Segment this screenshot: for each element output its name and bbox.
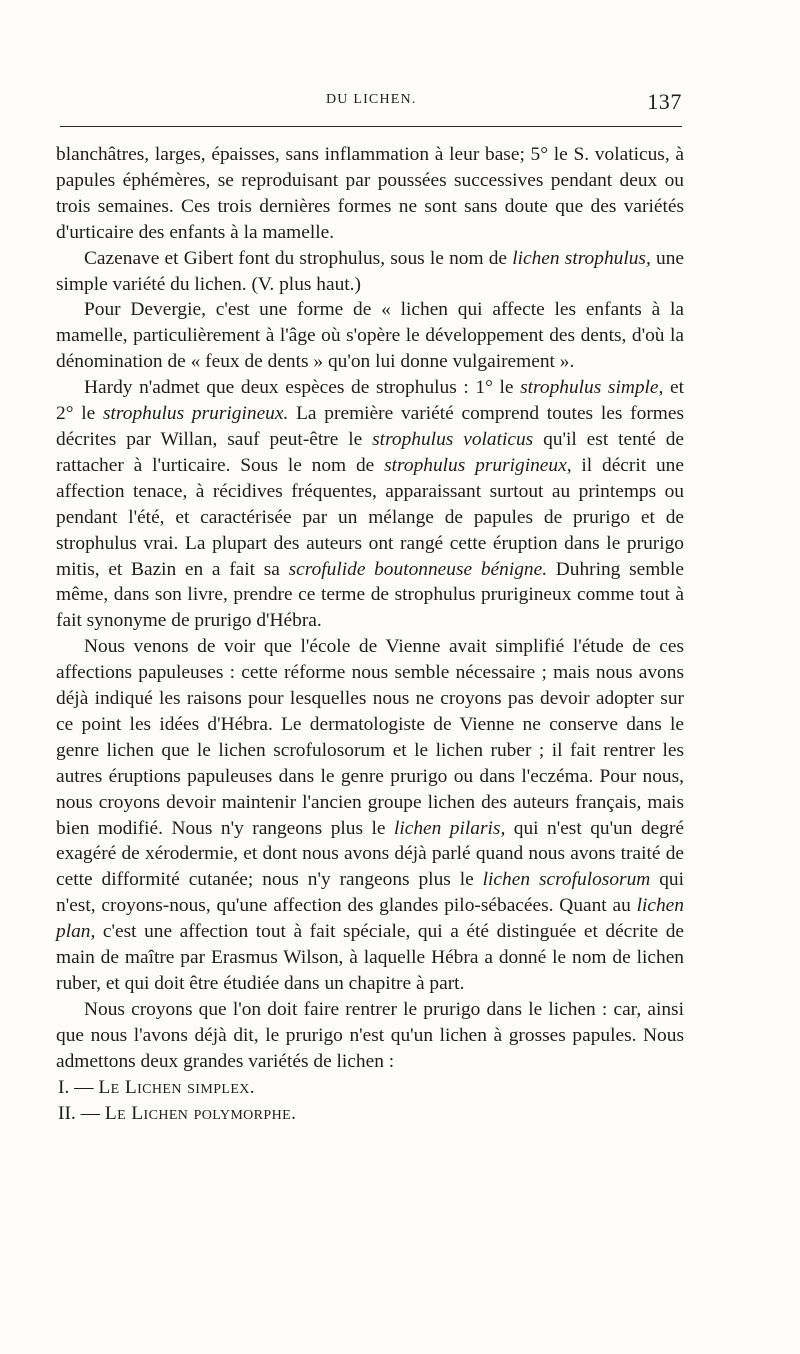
enumeration-list: [56, 1075, 684, 1127]
text-run: Hardy n'admet que deux espèces de strophulus : 1° le: [84, 377, 521, 399]
text-run: qui n'est, croyons-nous, qu'une affection des glandes pilo-sébacées. Quant au: [56, 869, 684, 917]
italic-term: strophulus prurigineux,: [384, 454, 572, 476]
enumeration-number: I.: [58, 1076, 70, 1098]
italic-term: strophulus simple,: [520, 377, 664, 399]
text-run: Duhring semble même, dans son livre, prendre ce terme de strophulus prurigineux comme tout à fait synonyme de prurigo d'Hébra.: [56, 558, 684, 632]
running-title: DU LICHEN.: [326, 92, 417, 107]
text-run: et 2° le: [56, 377, 685, 425]
text-run: blanchâtres, larges, épaisses, sans inflammation à leur base; 5° le S. volaticus, à papules éphémères, se reproduisant par poussées successives pendant deux ou trois semaines. Ces trois dernières formes ne sont sans doute que des variétés d'urticaire des enfants à la mamelle.: [56, 144, 684, 243]
enumeration-dash: —: [69, 1076, 99, 1098]
text-run: Nous venons de voir que l'école de Vienne avait simplifié l'étude de ces affections papuleuses : cette réforme nous semble nécessaire ; mais nous avons déjà indiqué les raisons pour lesquelles nous ne croyons pas devoir adopter sur ce point les idées d'Hébra. Le dermatologiste de Vienne ne conserve dans le genre lichen que le lichen scrofulosorum et le lichen ruber ; il fait rentrer les autres éruptions papuleuses dans le genre prurigo ou dans l'eczéma. Pour nous, nous croyons devoir maintenir l'ancien groupe lichen des auteurs français, mais bien modifié. Nous n'y rangeons plus le: [56, 636, 684, 839]
italic-term: lichen strophulus,: [512, 247, 651, 269]
italic-term: lichen pilaris,: [393, 817, 506, 839]
enumeration-number: II.: [58, 1102, 76, 1124]
italic-term: strophulus volaticus: [372, 428, 534, 450]
paragraph: [56, 142, 684, 246]
italic-term: scrofulide boutonneuse bénigne.: [288, 558, 548, 580]
text-run: qu'il est tenté de rattacher à l'urticaire. Sous le nom de: [56, 428, 684, 476]
text-run: La première variété comprend toutes les formes décrites par Willan, sauf peut-être le: [56, 403, 685, 450]
paragraph: [56, 375, 684, 634]
italic-term: strophulus prurigineux.: [102, 403, 289, 425]
paragraph: [56, 246, 684, 298]
enumeration-item: [56, 1075, 684, 1101]
text-run: une simple variété du lichen. (V. plus haut.): [56, 247, 684, 295]
text-run: Nous croyons que l'on doit faire rentrer le prurigo dans le lichen : car, ainsi que nous l'avons déjà dit, le prurigo n'est qu'un lichen à grosses papules. Nous admettons deux grandes variétés de lichen :: [56, 998, 684, 1072]
running-head: [56, 89, 684, 114]
enumeration-label: Le Lichen polymorphe.: [104, 1102, 297, 1124]
text-run: Pour Devergie, c'est une forme de « lichen qui affecte les enfants à la mamelle, particulièrement à l'âge où s'opère le développement des dents, d'où la dénomination de « feux de dents » qu'on lui donne vulgairement ».: [56, 299, 684, 373]
paragraph: [56, 634, 684, 997]
italic-term: lichen plan,: [56, 895, 684, 943]
paragraph: [56, 997, 684, 1075]
enumeration-item: [56, 1101, 684, 1127]
text-run: c'est une affection tout à fait spéciale, qui a été distinguée et décrite de main de maître par Erasmus Wilson, à laquelle Hébra a donné le nom de lichen ruber, et qui doit être étudiée dans un chapitre à part.: [56, 921, 684, 994]
text-run: Cazenave et Gibert font du strophulus, sous le nom de: [84, 247, 513, 269]
enumeration-label: Le Lichen simplex.: [98, 1076, 256, 1098]
italic-term: lichen scrofulosorum: [482, 869, 651, 891]
body-text: [56, 142, 684, 1126]
text-run: il décrit une affection tenace, à récidives fréquentes, apparaissant surtout au printemps ou pendant l'été, et caractérisée par un mélange de papules de prurigo et de strophulus vrai. La plupart des auteurs ont rangé cette éruption dans le prurigo mitis, et Bazin en a fait sa: [56, 454, 684, 580]
paragraph: [56, 297, 684, 375]
page-number: 137: [647, 89, 682, 114]
paragraph-list: [56, 142, 684, 1075]
header-rule: [60, 126, 682, 127]
text-run: qui n'est qu'un degré exagéré de xérodermie, et dont nous avons déjà parlé quand nous avons traité de cette difformité cutanée; nous n'y rangeons plus le: [56, 817, 685, 891]
enumeration-dash: —: [75, 1102, 105, 1124]
